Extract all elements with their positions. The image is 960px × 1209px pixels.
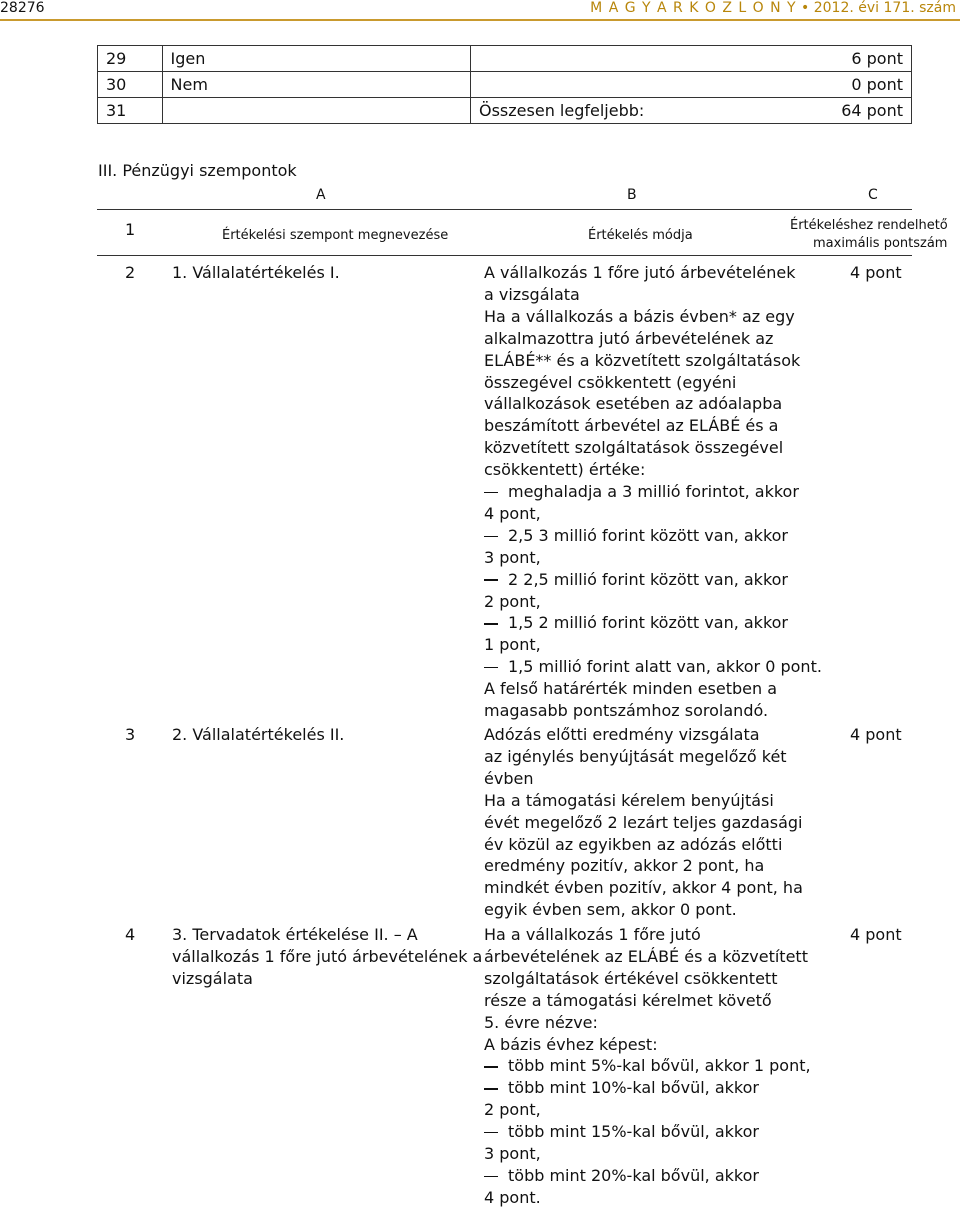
dash-bullet xyxy=(484,1088,498,1090)
header-col-c-line1: Értékeléshez rendelhető xyxy=(790,218,948,233)
row-label: Nem xyxy=(162,72,470,98)
row-number: 4 xyxy=(125,925,136,944)
method-line xyxy=(484,612,788,634)
dash-bullet xyxy=(484,1176,498,1178)
method-line xyxy=(484,1077,759,1099)
method-line: eredmény pozitív, akkor 2 pont, ha xyxy=(484,856,765,876)
method-line: Ha a vállalkozás 1 főre jutó xyxy=(484,925,701,944)
method-line xyxy=(484,656,822,678)
method-line-text: 1,5 millió forint alatt van, akkor 0 pont. xyxy=(508,657,822,677)
header-row-number: 1 xyxy=(125,220,136,239)
criterion-name-line: vizsgálata xyxy=(172,968,253,988)
method-line-text: több mint 20%-kal bővül, akkor xyxy=(508,1165,759,1185)
method-line-text: 2,5 3 millió forint között van, akkor xyxy=(508,525,789,545)
method-line xyxy=(484,569,788,591)
dash-bullet xyxy=(484,1132,498,1134)
method-line xyxy=(484,1121,759,1143)
method-line: csökkentett) értéke: xyxy=(484,460,646,480)
method-line: évét megelőző 2 lezárt teljes gazdasági xyxy=(484,812,803,832)
row-number: 2 xyxy=(125,263,136,282)
method-line xyxy=(484,481,799,503)
method-line: 3 pont, xyxy=(484,1144,541,1163)
row-label xyxy=(162,98,470,124)
method-line: része a támogatási kérelmet követő xyxy=(484,990,772,1010)
dash-bullet xyxy=(484,623,498,625)
table-row xyxy=(98,98,912,124)
header-col-a: Értékelési szempont megnevezése xyxy=(222,228,449,243)
grid-rule xyxy=(97,209,912,210)
header-col-c-line2: maximális pontszám xyxy=(813,236,948,251)
method-line: szolgáltatások értékével csökkentett xyxy=(484,968,778,988)
col-letter-c: C xyxy=(868,187,878,203)
method-line: 4 pont, xyxy=(484,503,541,523)
method-line-text: meghaladja a 3 millió forintot, akkor xyxy=(508,482,799,501)
max-points: 4 pont xyxy=(850,263,902,282)
row-middle xyxy=(471,72,912,98)
dash-bullet xyxy=(484,1066,498,1068)
method-line: Ha a vállalkozás a bázis évben* az egy xyxy=(484,306,795,326)
method-line xyxy=(484,1165,759,1187)
row-number: 3 xyxy=(125,725,136,744)
method-line: összegével csökkentett (egyéni xyxy=(484,372,737,392)
method-line: A felső határérték minden esetben a xyxy=(484,679,778,699)
method-line: mindkét évben pozitív, akkor 4 pont, ha xyxy=(484,878,803,898)
total-label: Összesen legfeljebb: xyxy=(479,101,645,120)
method-line: árbevételének az ELÁBÉ és a közvetített xyxy=(484,946,808,966)
dash-bullet xyxy=(484,536,498,538)
row-number: 29 xyxy=(98,46,163,72)
row-number: 30 xyxy=(98,72,163,98)
method-line: egyik évben sem, akkor 0 pont. xyxy=(484,900,737,920)
table-row xyxy=(98,46,912,72)
method-line: vállalkozások esetében az adóalapba xyxy=(484,394,783,414)
method-line-text: 2 2,5 millió forint között van, akkor xyxy=(508,569,789,589)
criterion-name-line: vállalkozás 1 főre jutó árbevételének a xyxy=(172,946,483,966)
table-row xyxy=(98,72,912,98)
method-line: A bázis évhez képest: xyxy=(484,1034,658,1054)
method-line: Adózás előtti eredmény vizsgálata xyxy=(484,725,760,744)
method-line: beszámított árbevétel az ELÁBÉ és a xyxy=(484,416,779,436)
row-middle xyxy=(471,46,912,72)
section-title: III. Pénzügyi szempontok xyxy=(98,161,297,180)
dash-bullet xyxy=(484,579,498,581)
row-points: 64 pont xyxy=(841,101,903,120)
grid-rule xyxy=(97,255,912,256)
method-line: 5. évre nézve: xyxy=(484,1012,598,1032)
method-line xyxy=(484,525,788,547)
row-middle xyxy=(471,98,912,124)
method-line: év közül az egyikben az adózás előtti xyxy=(484,834,783,854)
journal-issue: • 2012. évi 171. szám xyxy=(796,0,956,16)
row-points: 0 pont xyxy=(851,75,903,94)
journal-name: M A G Y A R K Ö Z L Ö N Y xyxy=(590,0,797,16)
max-points: 4 pont xyxy=(850,725,902,744)
method-line: A vállalkozás 1 főre jutó árbevételének xyxy=(484,263,796,282)
method-line-text: több mint 10%-kal bővül, akkor xyxy=(508,1078,759,1098)
method-line: közvetített szolgáltatások összegével xyxy=(484,438,784,458)
method-line: alkalmazottra jutó árbevételének az xyxy=(484,328,774,348)
score-table xyxy=(97,45,912,124)
method-line: ELÁBÉ** és a közvetített szolgáltatások xyxy=(484,350,801,370)
criterion-name-line: 3. Tervadatok értékelése II. – A xyxy=(172,925,418,944)
method-line: 2 pont, xyxy=(484,1100,541,1120)
max-points: 4 pont xyxy=(850,925,902,944)
page-number: 28276 xyxy=(0,0,45,16)
method-line-text: több mint 15%-kal bővül, akkor xyxy=(508,1122,759,1142)
method-line: Ha a támogatási kérelem benyújtási xyxy=(484,790,774,810)
method-line: évben xyxy=(484,768,534,788)
header-col-b: Értékelés módja xyxy=(588,228,693,243)
journal-title xyxy=(590,0,956,16)
method-line: az igénylés benyújtását megelőző két xyxy=(484,746,787,766)
row-label: Igen xyxy=(162,46,470,72)
method-line-text: 1,5 2 millió forint között van, akkor xyxy=(508,613,789,633)
criterion-name-line: 1. Vállalatértékelés I. xyxy=(172,263,340,282)
col-letter-b: B xyxy=(627,187,637,203)
method-line: 4 pont. xyxy=(484,1187,541,1207)
dash-bullet xyxy=(484,667,498,669)
method-line xyxy=(484,1055,811,1077)
method-line: magasabb pontszámhoz sorolandó. xyxy=(484,701,769,720)
method-line-text: több mint 5%-kal bővül, akkor 1 pont, xyxy=(508,1056,811,1076)
method-line: 3 pont, xyxy=(484,547,541,567)
header-rule xyxy=(0,19,960,21)
method-line: a vizsgálata xyxy=(484,284,580,304)
criterion-name-line: 2. Vállalatértékelés II. xyxy=(172,725,345,744)
dash-bullet xyxy=(484,492,498,494)
method-line: 2 pont, xyxy=(484,591,541,611)
page-header xyxy=(0,0,960,20)
method-line: 1 pont, xyxy=(484,635,541,655)
row-number: 31 xyxy=(98,98,163,124)
row-points: 6 pont xyxy=(851,49,903,68)
col-letter-a: A xyxy=(316,187,326,203)
